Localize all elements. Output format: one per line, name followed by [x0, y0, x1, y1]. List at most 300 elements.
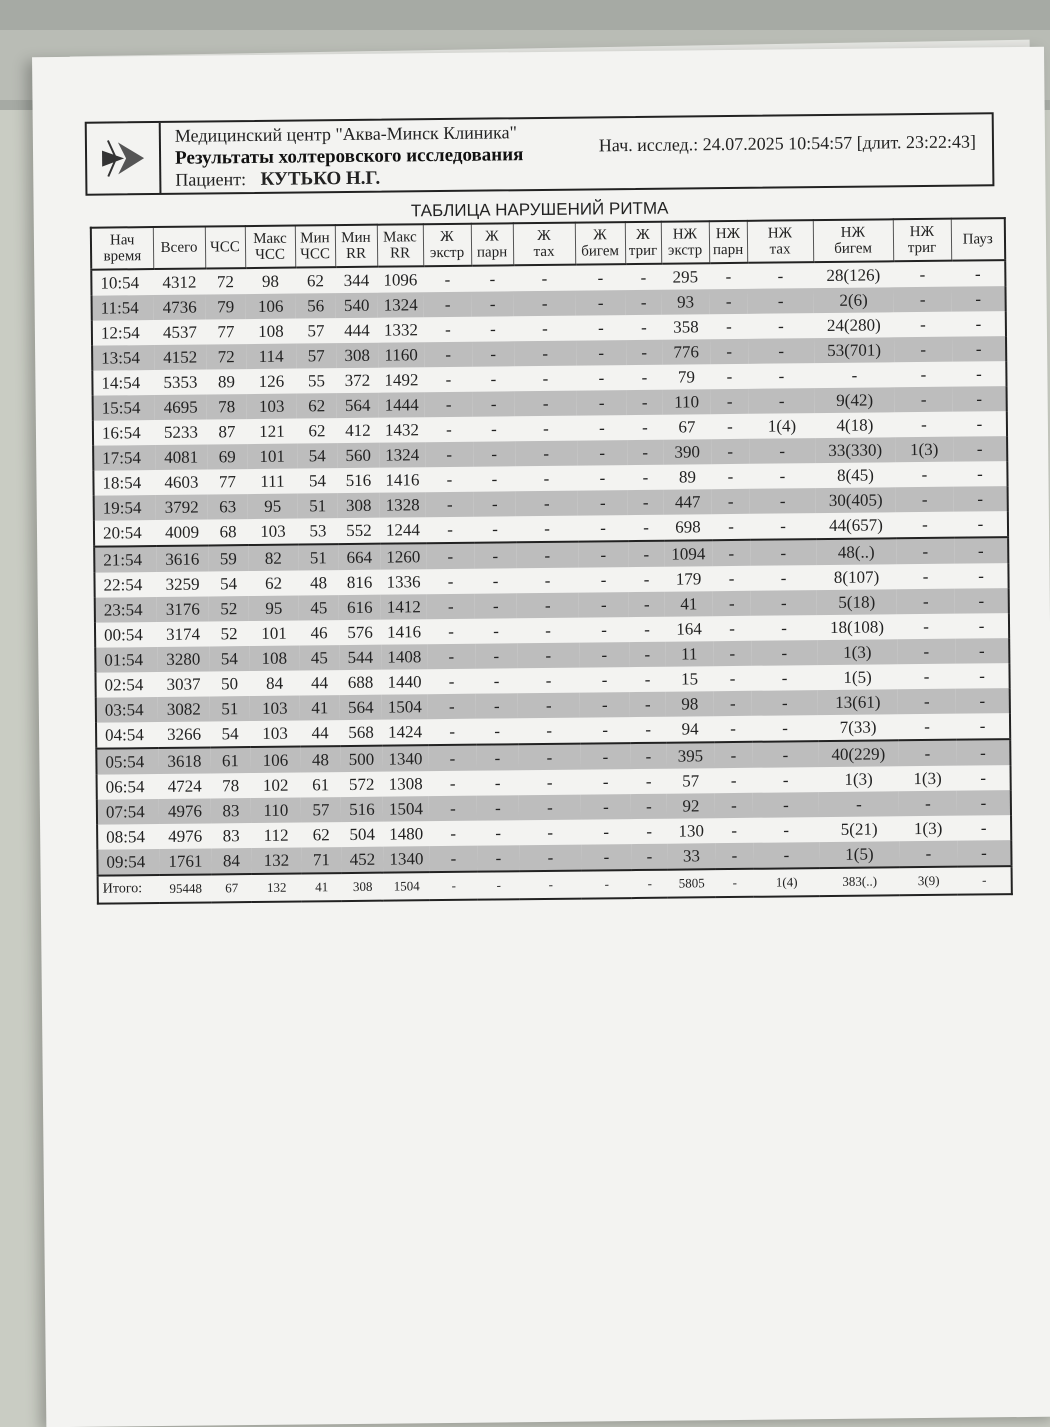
- table-cell: 5(21): [840, 818, 878, 839]
- table-cell: -: [749, 388, 815, 414]
- table-cell: -: [953, 436, 1007, 462]
- table-cell: 1(3): [844, 769, 873, 789]
- table-cell: 1432: [384, 419, 420, 440]
- table-cell: 54: [221, 723, 239, 743]
- table-cell: -: [447, 519, 453, 539]
- column-header: [709, 221, 747, 263]
- table-cell: -: [426, 492, 474, 518]
- table-cell: 1480: [389, 823, 424, 844]
- total-cell: 1504: [384, 872, 430, 900]
- table-cell: 77: [217, 321, 235, 341]
- table-cell: -: [477, 845, 519, 871]
- total-cell: 5805: [668, 869, 716, 898]
- table-cell: 516: [341, 797, 383, 822]
- table-cell: -: [491, 468, 498, 489]
- table-cell: 89: [217, 371, 236, 391]
- table-cell: 1(4): [767, 415, 797, 436]
- total-cell: 132: [252, 874, 302, 903]
- table-cell: 1412: [381, 594, 427, 619]
- table-cell: 89: [678, 466, 697, 487]
- table-cell: -: [712, 540, 750, 566]
- table-cell: -: [426, 543, 474, 570]
- table-cell: -: [518, 693, 580, 719]
- table-cell: 02:54: [104, 674, 144, 695]
- report-header: [85, 112, 995, 196]
- table-cell: 57: [296, 343, 336, 368]
- study-start-info: Нач. исслед.: 24.07.2025 10:54:57 [длит. 23:22:43]: [598, 131, 977, 156]
- table-cell: -: [476, 693, 518, 718]
- table-cell: -: [977, 513, 984, 533]
- table-cell: -: [778, 365, 785, 385]
- table-cell: 83: [211, 798, 251, 823]
- patient-label: Пациент:: [175, 169, 247, 190]
- table-cell: 4724: [167, 776, 202, 796]
- table-cell: 52: [220, 623, 238, 643]
- table-cell: -: [899, 841, 957, 868]
- table-cell: 308: [336, 343, 378, 368]
- table-cell: -: [475, 593, 517, 618]
- table-cell: -: [715, 793, 753, 818]
- table-cell: -: [580, 692, 630, 718]
- table-cell: -: [980, 767, 987, 787]
- table-cell: 4603: [164, 472, 199, 492]
- table-cell: -: [424, 342, 472, 368]
- table-cell: 78: [222, 775, 240, 795]
- table-cell: -: [898, 740, 956, 767]
- table-cell: 552: [346, 520, 372, 540]
- table-cell: -: [542, 368, 549, 388]
- table-cell: -: [519, 795, 581, 821]
- table-cell: -: [896, 487, 954, 513]
- table-cell: -: [953, 386, 1007, 412]
- table-cell: -: [976, 463, 983, 483]
- table-cell: -: [518, 744, 580, 771]
- clinic-logo-icon: [98, 136, 148, 181]
- table-cell: -: [545, 670, 552, 690]
- table-cell: -: [492, 570, 499, 591]
- table-cell: -: [625, 290, 661, 315]
- table-cell: -: [516, 542, 578, 569]
- table-cell: 3792: [156, 494, 208, 520]
- table-cell: -: [629, 642, 665, 667]
- table-cell: -: [714, 691, 752, 716]
- table-cell: 07:54: [97, 799, 159, 825]
- table-cell: -: [711, 439, 749, 464]
- table-cell: 1(5): [843, 667, 872, 687]
- table-cell: -: [599, 467, 606, 487]
- table-cell: 103: [247, 394, 297, 420]
- column-header-line: ЧСС: [210, 239, 240, 256]
- table-cell: 447: [664, 489, 712, 515]
- table-cell: -: [851, 365, 858, 385]
- table-cell: 1761: [159, 848, 211, 875]
- column-header-line: НЖ: [767, 225, 793, 242]
- table-cell: -: [579, 592, 629, 618]
- table-cell: 63: [208, 494, 248, 519]
- table-cell: -: [546, 772, 553, 792]
- table-cell: -: [449, 721, 456, 741]
- arrhythmia-table-wrap: [90, 217, 1011, 905]
- table-cell: -: [578, 541, 628, 568]
- table-cell: -: [490, 368, 497, 389]
- table-cell: -: [643, 569, 650, 589]
- table-cell: -: [957, 840, 1011, 867]
- table-cell: -: [449, 773, 456, 793]
- table-cell: 1(3): [913, 818, 943, 838]
- table-cell: -: [444, 269, 451, 289]
- column-header: [661, 221, 709, 264]
- table-cell: 112: [263, 825, 289, 845]
- table-cell: 664: [338, 544, 380, 570]
- table-cell: -: [643, 517, 649, 537]
- table-cell: 61: [210, 747, 250, 773]
- table-cell: -: [601, 619, 607, 639]
- table-cell: -: [477, 795, 519, 820]
- table-cell: -: [628, 541, 664, 567]
- table-cell: -: [709, 289, 747, 314]
- report-title: Результаты холтеровского исследования: [174, 144, 524, 169]
- table-cell: -: [448, 671, 455, 691]
- table-cell: 44: [310, 672, 329, 692]
- table-cell: 28(126): [826, 264, 881, 285]
- table-cell: 114: [246, 344, 296, 370]
- table-cell: -: [445, 419, 452, 439]
- table-cell: 101: [261, 623, 287, 643]
- table-cell: 4009: [164, 522, 200, 542]
- column-header-line: Ж: [593, 227, 607, 244]
- column-header-line: экстр: [667, 242, 703, 259]
- table-cell: 616: [339, 595, 381, 620]
- column-header-line: парн: [712, 241, 744, 259]
- column-header-line: парн: [476, 244, 508, 261]
- table-cell: -: [515, 441, 577, 467]
- table-cell: -: [727, 466, 734, 486]
- table-cell: -: [975, 363, 982, 383]
- total-cell: 308: [342, 873, 384, 901]
- column-header-line: ЧСС: [300, 246, 331, 263]
- table-cell: -: [600, 517, 606, 537]
- table-cell: -: [924, 716, 931, 736]
- column-header: [625, 222, 661, 264]
- table-cell: -: [730, 718, 737, 738]
- table-cell: -: [541, 268, 548, 288]
- table-cell: -: [715, 843, 753, 869]
- table-cell: -: [494, 772, 501, 792]
- table-cell: -: [713, 591, 751, 616]
- table-cell: -: [956, 739, 1010, 766]
- table-cell: 44: [311, 722, 329, 742]
- table-cell: -: [475, 643, 517, 668]
- table-cell: 4081: [155, 444, 207, 470]
- table-cell: -: [445, 369, 452, 389]
- table-cell: -: [448, 621, 454, 641]
- table-cell: 121: [259, 421, 285, 441]
- table-cell: 1094: [664, 540, 712, 567]
- table-cell: 500: [340, 746, 382, 772]
- column-header-line: Ж: [440, 228, 454, 246]
- column-header-line: бигем: [834, 240, 873, 257]
- paper-sheet: [32, 47, 1050, 1427]
- table-cell: -: [920, 364, 927, 384]
- table-cell: 130: [678, 820, 705, 841]
- table-cell: 68: [219, 521, 237, 541]
- table-cell: -: [919, 314, 926, 334]
- table-cell: -: [979, 715, 986, 735]
- table-cell: 444: [344, 320, 370, 340]
- table-cell: 10:54: [100, 272, 140, 293]
- table-cell: 41: [665, 591, 713, 617]
- table-cell: 126: [258, 371, 285, 391]
- table-cell: 1260: [380, 543, 426, 569]
- column-header-line: Ж: [636, 226, 650, 243]
- table-cell: 1416: [386, 621, 422, 642]
- table-cell: 295: [672, 266, 699, 287]
- table-cell: -: [711, 389, 749, 414]
- table-cell: 358: [673, 316, 699, 337]
- table-body: [91, 260, 1012, 904]
- column-header-line: Ж: [537, 227, 551, 245]
- table-cell: -: [710, 339, 748, 364]
- table-cell: -: [956, 688, 1010, 714]
- column-header-line: Макс: [253, 230, 287, 247]
- table-cell: -: [597, 267, 604, 287]
- table-title: ТАБЛИЦА НАРУШЕНИЙ РИТМА: [410, 198, 669, 221]
- table-cell: 1096: [383, 269, 418, 290]
- table-cell: -: [725, 316, 732, 336]
- table-cell: -: [751, 640, 817, 666]
- table-cell: -: [602, 771, 609, 791]
- table-cell: 1504: [382, 694, 428, 719]
- table-cell: -: [974, 263, 981, 283]
- table-cell: 87: [218, 421, 236, 441]
- column-header: [951, 218, 1005, 261]
- column-header-line: RR: [390, 245, 411, 262]
- table-cell: 18:54: [102, 472, 142, 493]
- column-header: [813, 219, 893, 262]
- table-cell: 98: [666, 691, 714, 717]
- column-header-line: триг: [628, 242, 658, 260]
- table-cell: -: [750, 539, 816, 566]
- table-cell: 1416: [385, 469, 420, 490]
- table-cell: -: [976, 413, 983, 433]
- table-cell: 108: [258, 321, 284, 341]
- table-cell: -: [446, 469, 453, 489]
- table-cell: -: [748, 338, 814, 364]
- total-cell: -: [716, 869, 754, 897]
- table-cell: -: [752, 690, 818, 716]
- table-cell: 23:54: [95, 597, 157, 623]
- total-cell: 3(9): [900, 867, 958, 896]
- table-cell: 776: [662, 339, 710, 365]
- table-cell: 572: [348, 774, 375, 794]
- table-cell: 564: [337, 393, 379, 418]
- table-cell: 98: [261, 271, 279, 291]
- patient-name: КУТЬКО Н.Г.: [260, 167, 381, 190]
- table-cell: -: [750, 488, 816, 514]
- table-cell: 04:54: [105, 724, 144, 745]
- table-cell: -: [629, 592, 665, 617]
- table-cell: -: [753, 842, 819, 869]
- column-header: [513, 223, 575, 266]
- table-cell: -: [579, 642, 629, 668]
- table-cell: -: [489, 268, 496, 289]
- table-cell: 564: [340, 695, 382, 720]
- table-cell: 3616: [156, 545, 208, 572]
- table-cell: -: [578, 490, 628, 516]
- table-cell: -: [494, 720, 501, 740]
- table-cell: 52: [209, 596, 249, 621]
- column-header: [91, 227, 153, 270]
- table-cell: -: [896, 538, 954, 565]
- table-cell: 1336: [386, 571, 421, 592]
- column-header: [335, 225, 377, 267]
- table-cell: -: [955, 638, 1009, 664]
- table-cell: -: [923, 616, 929, 636]
- table-cell: -: [490, 418, 497, 439]
- table-cell: -: [473, 441, 515, 466]
- table-cell: 57: [682, 770, 700, 791]
- table-cell: -: [544, 570, 551, 590]
- table-cell: 83: [222, 825, 240, 845]
- column-header-line: Макс: [383, 229, 417, 246]
- table-cell: 56: [296, 293, 336, 318]
- table-cell: 1408: [381, 644, 427, 669]
- table-cell: 79: [206, 294, 246, 319]
- table-cell: 61: [312, 774, 330, 794]
- table-cell: -: [894, 337, 952, 363]
- table-cell: -: [782, 769, 789, 789]
- column-header-line: триг: [907, 239, 937, 257]
- table-cell: 9(42): [815, 387, 895, 413]
- table-cell: 8(107): [833, 566, 880, 587]
- table-cell: -: [978, 615, 985, 635]
- column-header-line: время: [103, 248, 142, 265]
- table-cell: -: [897, 639, 955, 665]
- table-cell: 544: [339, 645, 381, 670]
- table-cell: 72: [206, 344, 246, 369]
- table-cell: -: [601, 669, 608, 689]
- table-cell: -: [751, 590, 817, 616]
- table-cell: -: [546, 720, 553, 740]
- table-cell: 5(18): [817, 589, 897, 615]
- table-cell: -: [712, 489, 750, 514]
- table-cell: 24(280): [826, 314, 881, 335]
- column-header: [295, 225, 335, 267]
- table-cell: 11:54: [92, 295, 154, 321]
- table-cell: 164: [676, 618, 702, 639]
- table-cell: -: [954, 537, 1008, 564]
- column-header: [245, 226, 295, 269]
- table-cell: -: [922, 566, 929, 586]
- table-cell: -: [920, 414, 927, 434]
- table-cell: 62: [297, 393, 337, 418]
- table-cell: -: [631, 794, 667, 819]
- table-cell: 412: [345, 420, 371, 440]
- table-cell: -: [547, 822, 554, 842]
- table-cell: 13(61): [818, 689, 898, 715]
- column-header-line: Мин: [300, 230, 330, 247]
- table-cell: -: [627, 440, 663, 465]
- table-cell: -: [576, 340, 626, 366]
- table-cell: -: [626, 340, 662, 365]
- table-cell: -: [980, 817, 987, 837]
- table-cell: -: [600, 569, 607, 589]
- table-cell: -: [975, 313, 982, 333]
- table-cell: 48(..): [816, 538, 896, 565]
- table-cell: 390: [663, 439, 711, 465]
- column-header-line: ЧСС: [255, 246, 286, 263]
- table-cell: 106: [250, 747, 300, 774]
- table-cell: 92: [667, 793, 715, 819]
- table-cell: -: [726, 366, 733, 386]
- total-cell: 95448: [160, 874, 212, 903]
- column-header: [747, 220, 813, 263]
- column-header: [377, 224, 423, 266]
- patient-line: [175, 168, 380, 192]
- table-cell: -: [516, 491, 578, 517]
- table-cell: -: [444, 319, 451, 339]
- table-cell: -: [598, 367, 605, 387]
- table-cell: 62: [312, 824, 330, 844]
- table-cell: -: [627, 390, 663, 415]
- table-cell: 106: [246, 294, 296, 320]
- table-cell: 540: [336, 293, 378, 318]
- table-cell: -: [782, 717, 789, 737]
- table-cell: -: [819, 791, 899, 817]
- table-cell: -: [747, 288, 813, 314]
- table-cell: 5233: [163, 422, 199, 442]
- column-header-line: НЖ: [672, 226, 698, 243]
- table-cell: -: [714, 742, 752, 768]
- total-cell: -: [958, 866, 1012, 895]
- table-cell: 54: [209, 646, 249, 671]
- total-cell: -: [582, 870, 632, 899]
- table-cell: -: [729, 618, 735, 638]
- table-cell: -: [922, 514, 928, 534]
- table-cell: 1(3): [817, 639, 897, 665]
- column-header-line: Нач: [109, 232, 135, 249]
- table-cell: -: [777, 315, 784, 336]
- table-cell: 69: [207, 444, 247, 469]
- table-cell: -: [640, 267, 647, 287]
- table-cell: -: [645, 719, 652, 739]
- table-cell: -: [780, 567, 787, 587]
- table-cell: -: [978, 565, 984, 585]
- table-cell: 3174: [165, 624, 201, 644]
- table-cell: -: [628, 490, 664, 515]
- table-cell: -: [597, 317, 604, 337]
- table-cell: -: [777, 265, 784, 286]
- table-cell: 101: [247, 444, 297, 470]
- table-cell: 4736: [154, 294, 206, 320]
- table-cell: -: [955, 588, 1009, 614]
- table-cell: 33(330): [815, 437, 895, 463]
- table-cell: -: [493, 620, 499, 641]
- table-cell: -: [542, 418, 549, 438]
- table-cell: 48: [300, 746, 340, 772]
- table-cell: 1308: [388, 773, 423, 794]
- table-cell: -: [644, 669, 651, 689]
- table-cell: 18(108): [830, 616, 885, 637]
- table-cell: 44(657): [828, 514, 883, 535]
- table-cell: 1440: [387, 671, 422, 692]
- table-cell: -: [576, 290, 626, 316]
- table-cell: 57: [301, 797, 341, 822]
- clinic-logo: [87, 123, 162, 194]
- table-cell: -: [495, 822, 502, 842]
- table-cell: 01:54: [95, 647, 157, 673]
- column-header-line: Мин: [341, 229, 371, 247]
